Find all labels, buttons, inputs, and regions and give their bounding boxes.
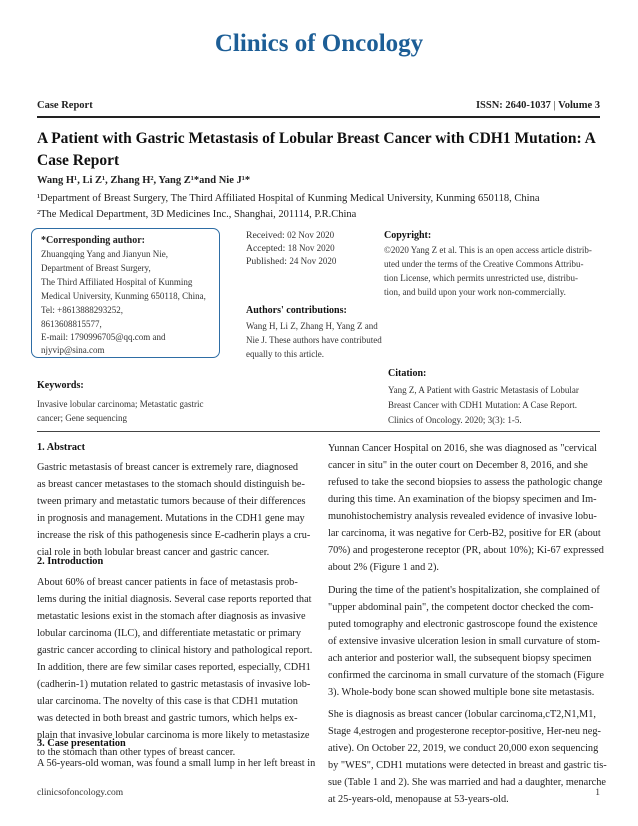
separator: |	[553, 100, 556, 111]
case-line: 70%) and progesterone receptor (PR, about 10%); Ki-67 expressed	[328, 545, 604, 556]
case-heading: 3. Case presentation	[37, 738, 126, 749]
copyright-line: uted under the terms of the Creative Commons Attribu-	[384, 259, 584, 269]
case-line: refused to take the second biopsies to assess the pathologic change	[328, 477, 603, 488]
corresponding-line: 8613608815577,	[41, 319, 102, 329]
abstract-line: Gastric metastasis of breast cancer is extremely rare, diagnosed	[37, 462, 299, 473]
affiliation-1: ¹Department of Breast Surgery, The Third Affiliated Hospital of Kunming Medical University, Kunming 650118, China	[37, 193, 540, 204]
issn: ISSN: 2640-1037	[475, 100, 551, 111]
case-line: puted tomography and electronic gastroscope found the existence	[328, 619, 598, 630]
copyright-line: tion License, which permits unrestricted use, distribu-	[384, 273, 578, 283]
case-line: lar carcinoma, it was negative for Cerb-B2, positive for ER (about	[328, 528, 601, 539]
contributions-line: Wang H, Li Z, Zhang H, Yang Z and	[246, 321, 378, 331]
introduction-heading: 2. Introduction	[37, 556, 104, 567]
abstract-line: tween primary and metastatic tumors because of their differences	[37, 496, 306, 507]
introduction-line: lobular carcinoma (ILC), and differentiate metastatic or primary	[37, 628, 301, 639]
issn-volume	[476, 100, 600, 111]
introduction-line: to the stomach than other types of breast cancer.	[37, 747, 236, 758]
copyright-heading: Copyright:	[384, 230, 432, 241]
case-line: munohistochemistry analysis revealed evidence of invasive lobu-	[328, 511, 597, 522]
corresponding-line: Tel: +8613888293252,	[41, 305, 123, 315]
received-label: Received:	[246, 230, 285, 241]
abstract-line: cial role in both lobular breast cancer and gastric cancer.	[37, 547, 270, 558]
published-label: Published:	[246, 256, 287, 267]
published-value: 24 Nov 2020	[289, 256, 337, 266]
received-date	[246, 230, 334, 241]
introduction-line: ular carcinoma. The novelty of this case is that CDH1 mutation	[37, 696, 298, 707]
keywords-line: Invasive lobular carcinoma; Metastatic gastric	[37, 399, 204, 409]
abstract-heading: 1. Abstract	[37, 442, 86, 453]
introduction-line: metastatic lesions exist in the stomach after diagnosis as invasive	[37, 611, 306, 622]
corresponding-author-box	[31, 228, 220, 358]
footer-site-link[interactable]: clinicsofoncology.com	[37, 788, 124, 798]
corresponding-email[interactable]: E-mail: 1790996705@qq.com and	[41, 332, 166, 342]
citation-heading: Citation:	[388, 368, 427, 379]
keywords-heading: Keywords:	[37, 380, 84, 391]
case-line: sue (Table 1 and 2). She was married and had a daughter, menarche	[328, 777, 606, 788]
copyright-line: ©2020 Yang Z et al. This is an open access article distrib-	[384, 245, 592, 255]
case-line: confirmed the carcinoma in small curvature of the stomach (Figure	[328, 670, 604, 681]
contributions-line: equally to this article.	[246, 349, 324, 359]
introduction-line: plain that invasive lobular carcinoma is more likely to metastasize	[37, 730, 310, 741]
article-title	[37, 128, 607, 172]
abstract-line: increase the risk of this pathogenesis since E-cadherin plays a cru-	[37, 530, 311, 541]
case-line: "upper abdominal pain", the competent doctor checked the com-	[328, 602, 594, 613]
case-line: A 56-years-old woman, was found a small lump in her left breast in	[37, 758, 316, 769]
case-line: 3). Whole-body bone scan showed multiple bone site metastasis.	[328, 687, 595, 698]
corresponding-line: Medical University, Kunming 650118, China,	[41, 291, 206, 301]
page-number: 1	[595, 788, 600, 798]
abstract-line: in prognosis and management. Mutations in the CDH1 gene may	[37, 513, 305, 524]
copyright-line: tion, and build upon your work non-commercially.	[384, 287, 566, 297]
case-line: cancer in situ" in the outer court on December 8, 2016, and she	[328, 460, 588, 471]
case-line: ach anterior and posterior wall, the subsequent biopsy specimen	[328, 653, 592, 664]
corresponding-heading: *Corresponding author:	[41, 235, 145, 246]
introduction-line: (cadherin-1) mutation related to gastric metastasis of invasive lob-	[37, 679, 311, 690]
introduction-line: lems during the initial diagnosis. Several case reports reported that	[37, 594, 312, 605]
section-divider	[37, 431, 600, 432]
keywords-line: cancer; Gene sequencing	[37, 413, 127, 423]
contributions-heading: Authors' contributions:	[246, 305, 347, 316]
case-line: of extensive invasive ulceration lesion in small curvature of stom-	[328, 636, 600, 647]
case-line: about 2% (Figure 1 and 2).	[328, 562, 439, 573]
accepted-value: 18 Nov 2020	[287, 243, 335, 253]
accepted-date	[246, 243, 335, 254]
corresponding-email[interactable]: njyvip@sina.com	[41, 345, 105, 355]
case-line: Yunnan Cancer Hospital on 2016, she was diagnosed as "cervical	[328, 443, 597, 454]
corresponding-line: Zhuangqing Yang and Jianyun Nie,	[41, 249, 168, 259]
corresponding-line: The Third Affiliated Hospital of Kunming	[41, 277, 193, 287]
authors: Wang H¹, Li Z¹, Zhang H², Yang Z¹*and Nie J¹*	[37, 175, 251, 186]
affiliation-2: ²The Medical Department, 3D Medicines Inc., Shanghai, 201114, P.R.China	[37, 209, 357, 220]
case-line: at 25-years-old, menopause at 53-years-old.	[328, 794, 509, 805]
title-line-1: A Patient with Gastric Metastasis of Lobular Breast Cancer with CDH1 Mutation: A	[37, 130, 596, 147]
accepted-label: Accepted:	[246, 243, 286, 254]
introduction-line: was detected in both breast and gastric tumors, which helps ex-	[37, 713, 298, 724]
citation-line: Breast Cancer with CDH1 Mutation: A Case Report.	[388, 400, 577, 410]
contributions-line: Nie J. These authors have contributed	[246, 335, 382, 345]
introduction-line: In addition, there are few similar cases reported, especially, CDH1	[37, 662, 311, 673]
citation-line: Clinics of Oncology. 2020; 3(3): 1-5.	[388, 415, 522, 425]
article-type: Case Report	[37, 100, 93, 111]
introduction-line: gastric cancer according to clinical history and pathological report.	[37, 645, 313, 656]
published-date	[246, 256, 336, 267]
corresponding-line: Department of Breast Surgery,	[41, 263, 151, 273]
case-line: She is diagnosis as breast cancer (lobular carcinoma,cT2,N1,M1,	[328, 709, 596, 720]
citation-line: Yang Z, A Patient with Gastric Metastasis of Lobular	[388, 385, 579, 395]
abstract-line: as breast cancer metastases to the stomach should distinguish be-	[37, 479, 305, 490]
case-line: during this time. An examination of the biopsy specimen and Im-	[328, 494, 597, 505]
header-rule	[37, 116, 600, 118]
case-line: Stage 4,estrogen and progesterone receptor-positive, Her-neu neg-	[328, 726, 601, 737]
journal-title: Clinics of Oncology	[214, 30, 424, 57]
volume: Volume 3	[558, 100, 600, 111]
case-line: During the time of the patient's hospitalization, she complained of	[328, 585, 600, 596]
case-line: ative). On October 22, 2019, we conduct 20,000 exon sequencing	[328, 743, 599, 754]
introduction-line: About 60% of breast cancer patients in face of metastasis prob-	[37, 577, 298, 588]
received-value: 02 Nov 2020	[287, 230, 335, 240]
title-line-2: Case Report	[37, 152, 120, 169]
case-line: by "WES", CDH1 mutations were detected in breast and gastric tis-	[328, 760, 607, 771]
